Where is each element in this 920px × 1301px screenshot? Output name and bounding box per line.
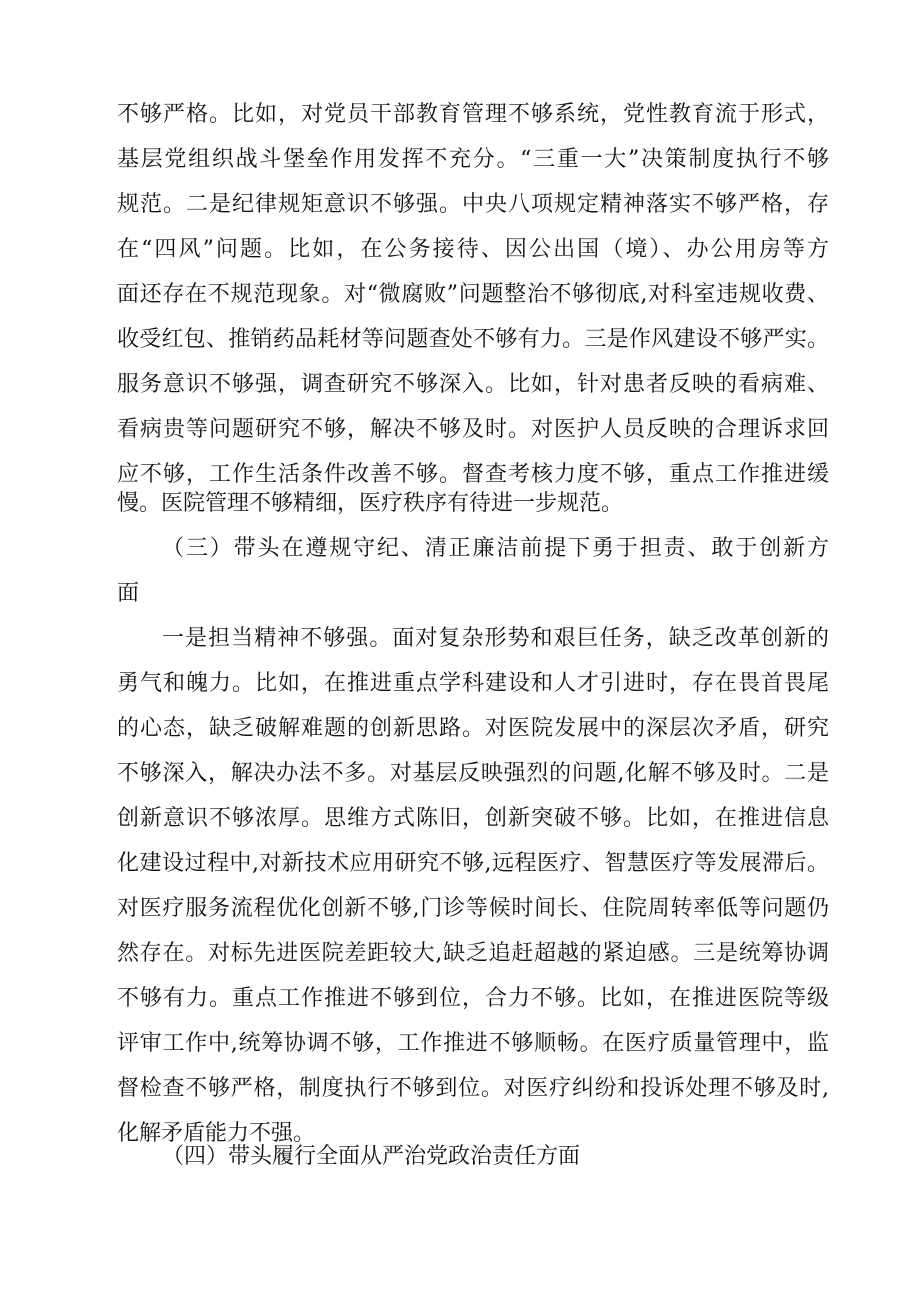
body-line: 服务意识不够强，调查研究不够深入。比如，针对患者反映的看病难、 [117, 372, 829, 397]
body-line: 面还存在不规范现象。对“微腐败”问题整治不够彻底,对科室违规收费、 [117, 282, 829, 307]
section-heading-three-continued: 面 [117, 581, 140, 606]
body-line: 然存在。对标先进医院差距较大,缺乏追赶超越的紧迫感。三是统筹协调 [117, 941, 829, 966]
body-line: 基层党组织战斗堡垒作用发挥不充分。“三重一大”决策制度执行不够 [117, 147, 829, 172]
body-line: 规范。二是纪律规矩意识不够强。中央八项规定精神落实不够严格，存 [117, 192, 829, 217]
body-line: 创新意识不够浓厚。思维方式陈旧，创新突破不够。比如，在推进信息 [117, 806, 829, 831]
body-line: 不够深入，解决办法不多。对基层反映强烈的问题,化解不够及时。二是 [117, 761, 829, 786]
body-line-last: 慢。医院管理不够精细，医疗秩序有待进一步规范。 [117, 491, 624, 516]
body-line: 评审工作中,统筹协调不够，工作推进不够顺畅。在医疗质量管理中，监 [117, 1031, 829, 1056]
body-line-last: 化解矛盾能力不强。 [117, 1121, 316, 1146]
body-line: 对医疗服务流程优化创新不够,门诊等候时间长、住院周转率低等问题仍 [117, 896, 829, 921]
body-line: 不够严格。比如，对党员干部教育管理不够系统，党性教育流于形式， [117, 102, 829, 127]
body-line: 收受红包、推销药品耗材等问题查处不够有力。三是作风建设不够严实。 [117, 327, 829, 352]
section-heading-three: （三）带头在遵规守纪、清正廉洁前提下勇于担责、敢于创新方 [162, 536, 829, 561]
body-line: 勇气和魄力。比如，在推进重点学科建设和人才引进时，存在畏首畏尾 [117, 671, 829, 696]
paragraph-first-line: 一是担当精神不够强。面对复杂形势和艰巨任务，缺乏改革创新的 [162, 626, 829, 651]
body-line: 不够有力。重点工作推进不够到位，合力不够。比如，在推进医院等级 [117, 986, 829, 1011]
body-line: 在“四风”问题。比如，在公务接待、因公出国（境）、办公用房等方 [117, 237, 829, 262]
body-line: 应不够，工作生活条件改善不够。督查考核力度不够，重点工作推进缓 [117, 462, 829, 487]
section-heading-four: （四）带头履行全面从严治党政治责任方面 [162, 1144, 581, 1169]
body-line: 化建设过程中,对新技术应用研究不够,远程医疗、智慧医疗等发展滞后。 [117, 851, 829, 876]
body-line: 看病贵等问题研究不够，解决不够及时。对医护人员反映的合理诉求回 [117, 417, 829, 442]
body-line: 的心态，缺乏破解难题的创新思路。对医院发展中的深层次矛盾，研究 [117, 716, 829, 741]
body-line: 督检查不够严格，制度执行不够到位。对医疗纠纷和投诉处理不够及时, [117, 1076, 829, 1101]
